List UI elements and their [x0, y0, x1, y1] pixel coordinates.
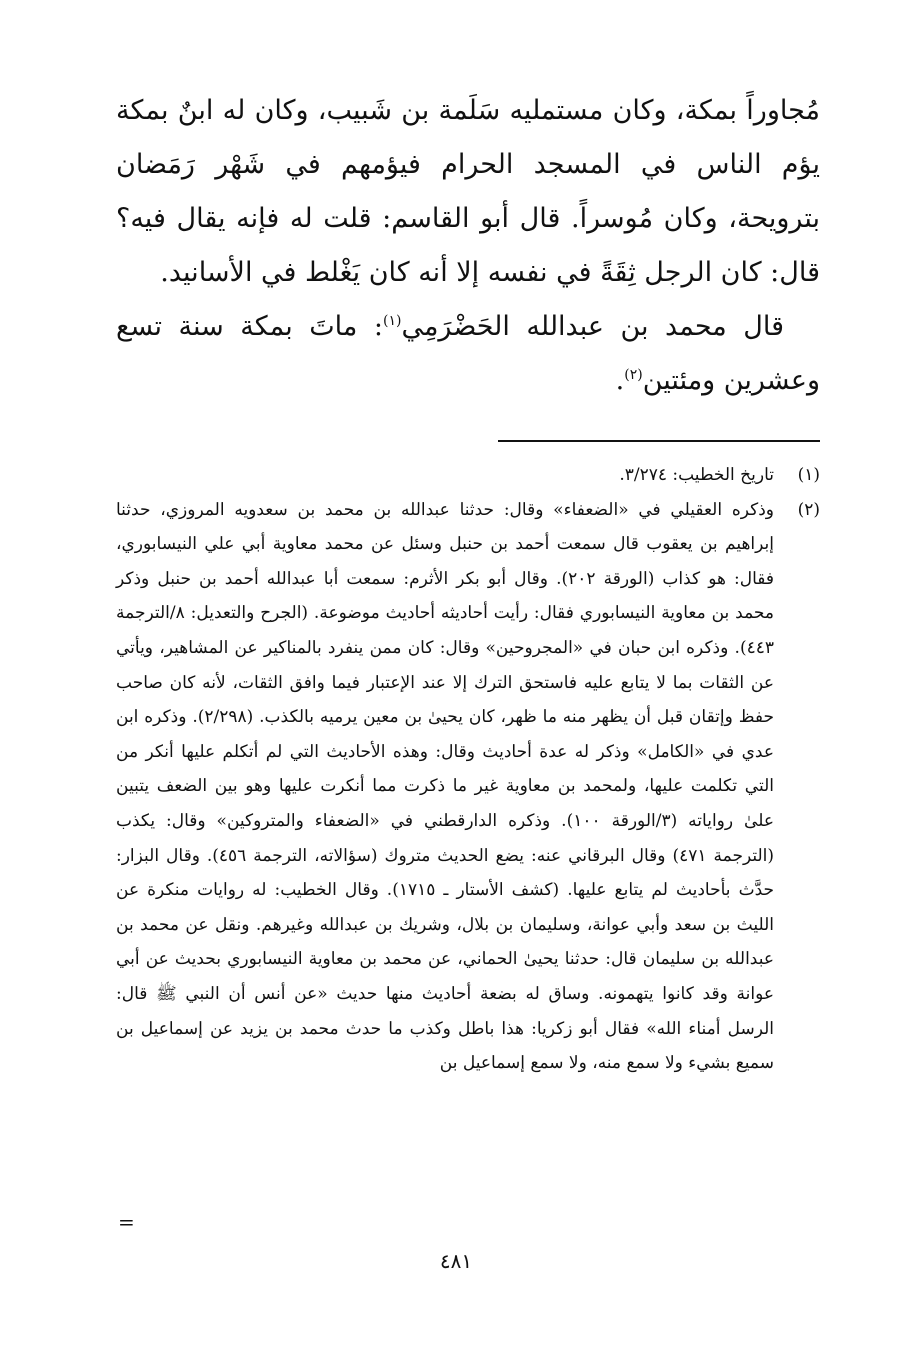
body-paragraph: [116, 300, 820, 408]
page-number: ٤٨١: [439, 1249, 473, 1273]
footnote-number: (٢): [797, 499, 820, 520]
footnote: [116, 458, 820, 493]
footnote-reference: (١): [382, 313, 402, 329]
footnote-text: تاريخ الخطيب: ٣/٢٧٤.: [619, 465, 774, 485]
body-text-segment: : ماتَ بمكة سنة تسع وعشرين ومئتين: [116, 311, 820, 396]
footnote-reference: (٢): [624, 367, 643, 383]
footnote-separator: [498, 440, 820, 442]
footnote-text: وذكره العقيلي في «الضعفاء» وقال: حدثنا عبدالله بن محمد بن سعدويه المروزي، حدثنا إبراهيم بن يعقوب قال سمعت أحمد بن حنبل وسئل عن محمد معاوية أبي علي النيسابوري، فقال: هو كذاب (الورقة ٢٠٢). وقال أبو بكر الأثرم: سمعت أبا عبدالله أحمد بن حنبل وذكر محمد بن معاوية النيسابوري فقال: رأيت أحاديثه أحاديث موضوعة. (الجرح والتعديل: ٨/الترجمة ٤٤٣). وذكره ابن حبان في «المجروحين» وقال: كان ممن ينفرد بالمناكير عن المشاهير، ويأتي عن الثقات بما لا يتابع عليه فاستحق الترك إلا عند الإعتبار فيما وافق الثقات، لأنه كان صاحب حفظ وإتقان قبل أن يظهر منه ما ظهر، كان يحيىٰ بن معين يرميه بالكذب. (٢/٢٩٨). وذكره ابن عدي في «الكامل» وذكر له عدة أحاديث وقال: وهذه الأحاديث التي لم أتكلم عليها أنكر من التي تكلمت عليها، ولمحمد بن معاوية غير ما ذكرت مما أنكرت عليها وهو بين الضعف يتبين علىٰ رواياته (٣/الورقة ١٠٠). وذكره الدارقطني في «الضعفاء والمتروكين» وقال: يكذب (الترجمة ٤٧١) وقال البرقاني عنه: يضع الحديث متروك (سؤالاته، الترجمة ٤٥٦). وقال البزار: حدَّث بأحاديث لم يتابع عليها. (كشف الأستار ـ ١٧١٥). وقال الخطيب: له روايات منكرة عن الليث بن سعد وأبي عوانة، وسليمان بن بلال، وشريك بن عبدالله وغيرهم. ونقل عن محمد بن عبدالله بن سليمان قال: حدثنا يحيىٰ الحماني، عن محمد بن معاوية النيسابوري بحديث عن أبي عوانة وقد كانوا يتهمونه. وساق له بضعة أحاديث منها حديث «عن أنس أن النبي ﷺ قال: الرسل أمناء الله» فقال أبو زكريا: هذا باطل وكذب ما حدث محمد بن يزيد عن إسماعيل بن سميع بشيء ولا سمع منه، ولا سمع إسماعيل بن: [116, 499, 775, 1074]
continuation-mark: =: [118, 1210, 135, 1234]
footnote-number: (١): [797, 465, 820, 485]
footnote: [116, 493, 820, 1081]
footnotes-section: [116, 458, 820, 1081]
body-text-segment: قال محمد بن عبدالله الحَضْرَمِي: [401, 311, 784, 342]
body-text-segment: .: [615, 365, 625, 396]
main-text-block: [116, 84, 820, 408]
body-paragraph: مُجاوراً بمكة، وكان مستمليه سَلَمة بن شَبيب، وكان له ابنٌ بمكة يؤم الناس في المسجد الحرام فيؤمهم في شَهْر رَمَضان بترويحة، وكان مُوسراً. قال أبو القاسم: قلت له فإنه يقال فيه؟ قال: كان الرجل ثِقَةً في نفسه إلا أنه كان يَغْلط في الأسانيد.: [116, 95, 820, 288]
